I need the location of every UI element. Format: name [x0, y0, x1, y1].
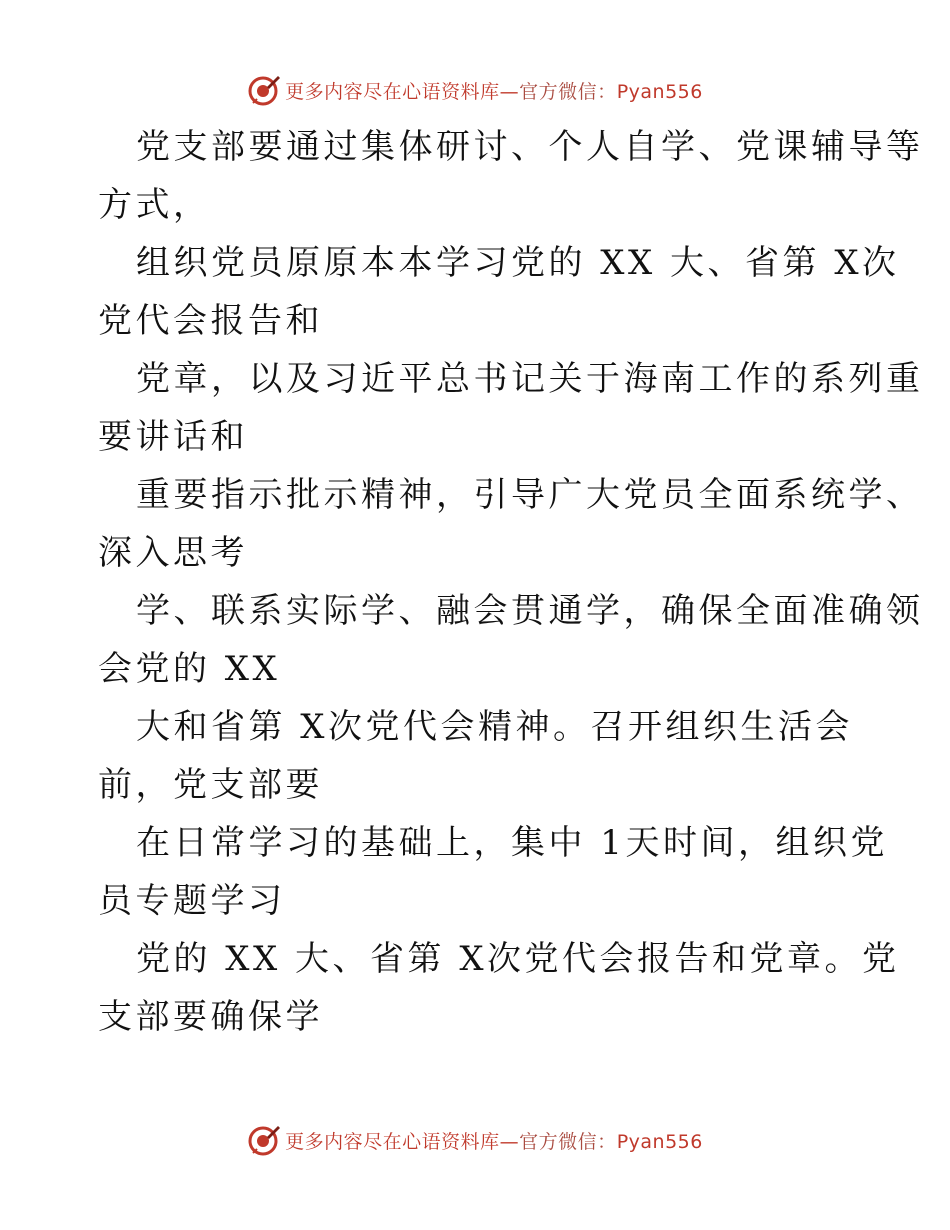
pen-logo-icon — [247, 73, 281, 107]
text-line: 大和省第 X次党代会精神。召开组织生活会 — [136, 707, 854, 747]
watermark-promo: 更多内容尽在心语资料库 — [285, 80, 500, 103]
watermark-wechat-id: Pyan556 — [616, 80, 703, 103]
document-body — [98, 118, 924, 1046]
text-line: 会党的 XX — [98, 649, 281, 689]
watermark-official-label: 官方微信： — [519, 1130, 617, 1153]
text-line: 员专题学习 — [98, 881, 286, 921]
header-watermark — [0, 70, 950, 110]
footer-watermark — [0, 1120, 950, 1160]
text-line: 组织党员原原本本学习党的 XX 大、省第 X次 — [136, 243, 900, 283]
text-line: 党章，以及习近平总书记关于海南工作的系列重 — [136, 359, 924, 399]
text-line: 重要指示批示精神，引导广大党员全面系统学、 — [136, 475, 924, 515]
watermark-official-label: 官方微信： — [519, 80, 617, 103]
watermark-text — [285, 77, 703, 104]
watermark-text — [285, 1127, 703, 1154]
text-line: 学、联系实际学、融会贯通学，确保全面准确领 — [136, 591, 924, 631]
text-line: 在日常学习的基础上，集中 1天时间，组织党 — [136, 823, 888, 863]
text-line: 要讲话和 — [98, 417, 248, 457]
text-line: 党支部要通过集体研讨、个人自学、党课辅导等 — [136, 127, 924, 167]
watermark-separator: — — [499, 80, 520, 103]
watermark-separator: — — [499, 1130, 520, 1153]
text-line: 党代会报告和 — [98, 301, 323, 341]
watermark-wechat-id: Pyan556 — [616, 1130, 703, 1153]
text-line: 深入思考 — [98, 533, 248, 573]
text-line: 前，党支部要 — [98, 765, 323, 805]
text-line: 支部要确保学 — [98, 997, 323, 1037]
pen-logo-icon — [247, 1123, 281, 1157]
text-line: 方式， — [98, 185, 211, 225]
watermark-promo: 更多内容尽在心语资料库 — [285, 1130, 500, 1153]
text-line: 党的 XX 大、省第 X次党代会报告和党章。党 — [136, 939, 900, 979]
